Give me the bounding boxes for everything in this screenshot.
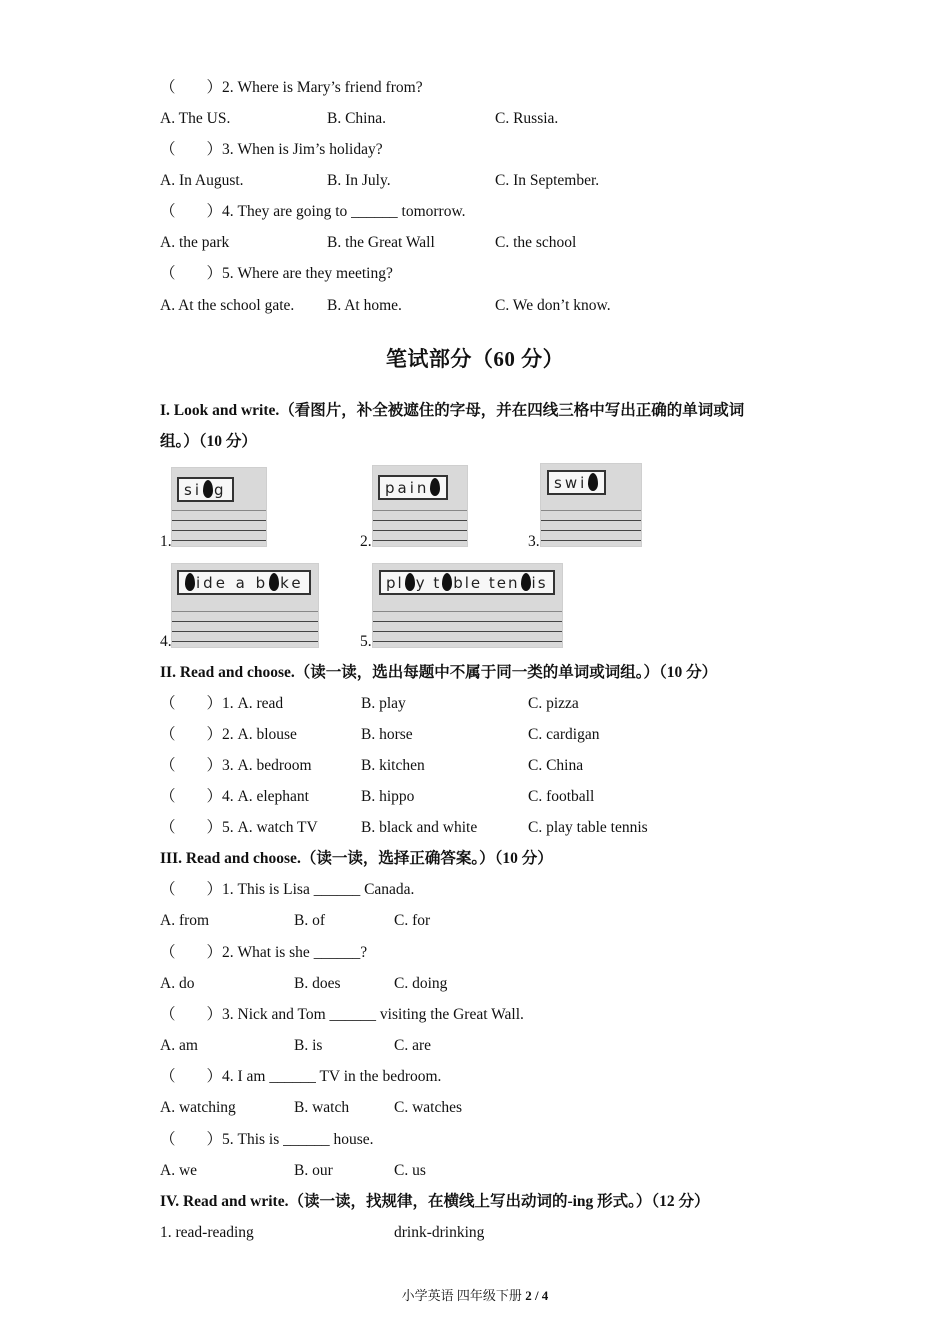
sec3-q1-option-c: C. for [394, 912, 431, 929]
sec3-q2-stem: （ ）2. What is she ______? [160, 944, 368, 961]
section2-heading: II. Read and choose.（读一读，选出每题中不属于同一类的单词或词组。）（10 分） [160, 664, 718, 681]
listening-q4-option-a: A. the park [160, 234, 230, 251]
word-part: y t [415, 574, 442, 592]
sec2-row-1-option-c: C. pizza [528, 695, 579, 712]
sec3-q2-option-a: A. do [160, 975, 195, 992]
writing-line [541, 540, 641, 541]
writing-line [373, 510, 467, 511]
ink-blot [185, 573, 195, 591]
masked-word-ride-a-bike [177, 570, 311, 595]
section1-heading-line2: 组。）（10 分） [160, 433, 257, 450]
sec2-row-1-stem: （ ）1. A. read [160, 695, 284, 712]
word-part: g [213, 481, 227, 499]
page-footer [0, 1286, 950, 1306]
writing-line [373, 540, 467, 541]
sec2-row-2-option-b: B. horse [361, 726, 413, 743]
sec3-q4-option-c: C. watches [394, 1099, 463, 1116]
sec3-q4-option-a: A. watching [160, 1099, 236, 1116]
sec2-row-5-option-b: B. black and white [361, 819, 478, 836]
sec3-q2-option-b: B. does [294, 975, 341, 992]
sec2-row-1-option-b: B. play [361, 695, 406, 712]
listening-q2-stem: （ ）2. Where is Mary’s friend from? [160, 79, 423, 96]
word-part: ide a b [196, 574, 269, 592]
sec2-row-4-stem: （ ）4. A. elephant [160, 788, 309, 805]
listening-q3-option-c: C. In September. [495, 172, 600, 189]
sec2-row-3-option-b: B. kitchen [361, 757, 425, 774]
footer-text: 小学英语 四年级下册 [401, 1288, 522, 1303]
word-part: pl [386, 574, 404, 592]
writing-line [373, 621, 562, 622]
writing-line [172, 621, 318, 622]
sec3-q3-option-b: B. is [294, 1037, 323, 1054]
sec3-q4-option-b: B. watch [294, 1099, 350, 1116]
sec3-q5-option-c: C. us [394, 1162, 426, 1179]
word-part: swi [554, 474, 588, 492]
masked-word-sing [177, 477, 234, 502]
ink-blot [269, 573, 279, 591]
look-write-num-5: 5. [360, 633, 372, 650]
look-write-picture-5 [372, 563, 563, 648]
page-number: 2 / 4 [525, 1288, 549, 1303]
writing-line [373, 631, 562, 632]
listening-q3-stem: （ ）3. When is Jim’s holiday? [160, 141, 383, 158]
sec2-row-5-stem: （ ）5. A. watch TV [160, 819, 318, 836]
written-part-title: 笔试部分（60 分） [385, 347, 565, 371]
sec3-q2-option-c: C. doing [394, 975, 448, 992]
word-part: is [531, 574, 548, 592]
ink-blot [405, 573, 415, 591]
writing-line [373, 530, 467, 531]
writing-line [541, 520, 641, 521]
sec3-q5-stem: （ ）5. This is ______ house. [160, 1131, 374, 1148]
sec3-q1-option-b: B. of [294, 912, 325, 929]
writing-line [541, 510, 641, 511]
sec3-q3-stem: （ ）3. Nick and Tom ______ visiting the Great Wall. [160, 1006, 524, 1023]
writing-line [172, 520, 266, 521]
listening-q5-option-b: B. At home. [327, 297, 402, 314]
look-write-num-4: 4. [160, 633, 172, 650]
word-part: ble ten [453, 574, 520, 592]
sec3-q1-stem: （ ）1. This is Lisa ______ Canada. [160, 881, 415, 898]
word-part: pain [385, 479, 430, 497]
sec2-row-2-option-c: C. cardigan [528, 726, 600, 743]
sec3-q3-option-a: A. am [160, 1037, 198, 1054]
section4-heading: IV. Read and write.（读一读，找规律，在横线上写出动词的-ing 形式。）（12 分） [160, 1193, 710, 1210]
sec4-example-1: 1. read-reading [160, 1224, 254, 1241]
sec4-example-2: drink-drinking [394, 1224, 485, 1241]
writing-line [172, 631, 318, 632]
look-write-num-3: 3. [528, 533, 540, 550]
sec2-row-3-option-c: C. China [528, 757, 584, 774]
word-part: si [184, 481, 202, 499]
writing-line [172, 510, 266, 511]
listening-q4-stem: （ ）4. They are going to ______ tomorrow. [160, 203, 466, 220]
writing-line [373, 641, 562, 642]
listening-q4-option-b: B. the Great Wall [327, 234, 435, 251]
listening-q3-option-a: A. In August. [160, 172, 244, 189]
sec3-q3-option-c: C. are [394, 1037, 432, 1054]
writing-line [373, 520, 467, 521]
writing-line [172, 641, 318, 642]
listening-q2-option-c: C. Russia. [495, 110, 559, 127]
look-write-num-1: 1. [160, 533, 172, 550]
sec3-q5-option-b: B. our [294, 1162, 333, 1179]
look-write-num-2: 2. [360, 533, 372, 550]
listening-q4-option-c: C. the school [495, 234, 577, 251]
ink-blot [588, 473, 598, 491]
sec3-q5-option-a: A. we [160, 1162, 198, 1179]
listening-q5-stem: （ ）5. Where are they meeting? [160, 265, 393, 282]
ink-blot [430, 478, 440, 496]
ink-blot [442, 573, 452, 591]
look-write-picture-1 [171, 467, 267, 547]
sec3-q1-option-a: A. from [160, 912, 210, 929]
section1-heading-line1: I. Look and write.（看图片，补全被遮住的字母，并在四线三格中写出正确的单词或词 [160, 402, 745, 419]
writing-line [172, 530, 266, 531]
sec3-q4-stem: （ ）4. I am ______ TV in the bedroom. [160, 1068, 442, 1085]
listening-q5-option-a: A. At the school gate. [160, 297, 295, 314]
listening-q2-option-b: B. China. [327, 110, 386, 127]
word-part: ke [280, 574, 304, 592]
writing-line [373, 611, 562, 612]
sec2-row-3-stem: （ ）3. A. bedroom [160, 757, 312, 774]
sec2-row-4-option-b: B. hippo [361, 788, 415, 805]
sec2-row-2-stem: （ ）2. A. blouse [160, 726, 297, 743]
ink-blot [203, 480, 213, 498]
writing-line [541, 530, 641, 531]
look-write-picture-4 [171, 563, 319, 648]
writing-line [172, 540, 266, 541]
sec2-row-4-option-c: C. football [528, 788, 595, 805]
section3-heading: III. Read and choose.（读一读，选择正确答案。）（10 分） [160, 850, 553, 867]
masked-word-paint [378, 475, 448, 500]
listening-q2-option-a: A. The US. [160, 110, 231, 127]
masked-word-play-table-tennis [379, 570, 555, 595]
ink-blot [521, 573, 531, 591]
look-write-picture-3 [540, 463, 642, 547]
writing-line [172, 611, 318, 612]
masked-word-swim [547, 470, 606, 495]
listening-q5-option-c: C. We don’t know. [495, 297, 611, 314]
listening-q3-option-b: B. In July. [327, 172, 391, 189]
look-write-picture-2 [372, 465, 468, 547]
sec2-row-5-option-c: C. play table tennis [528, 819, 648, 836]
